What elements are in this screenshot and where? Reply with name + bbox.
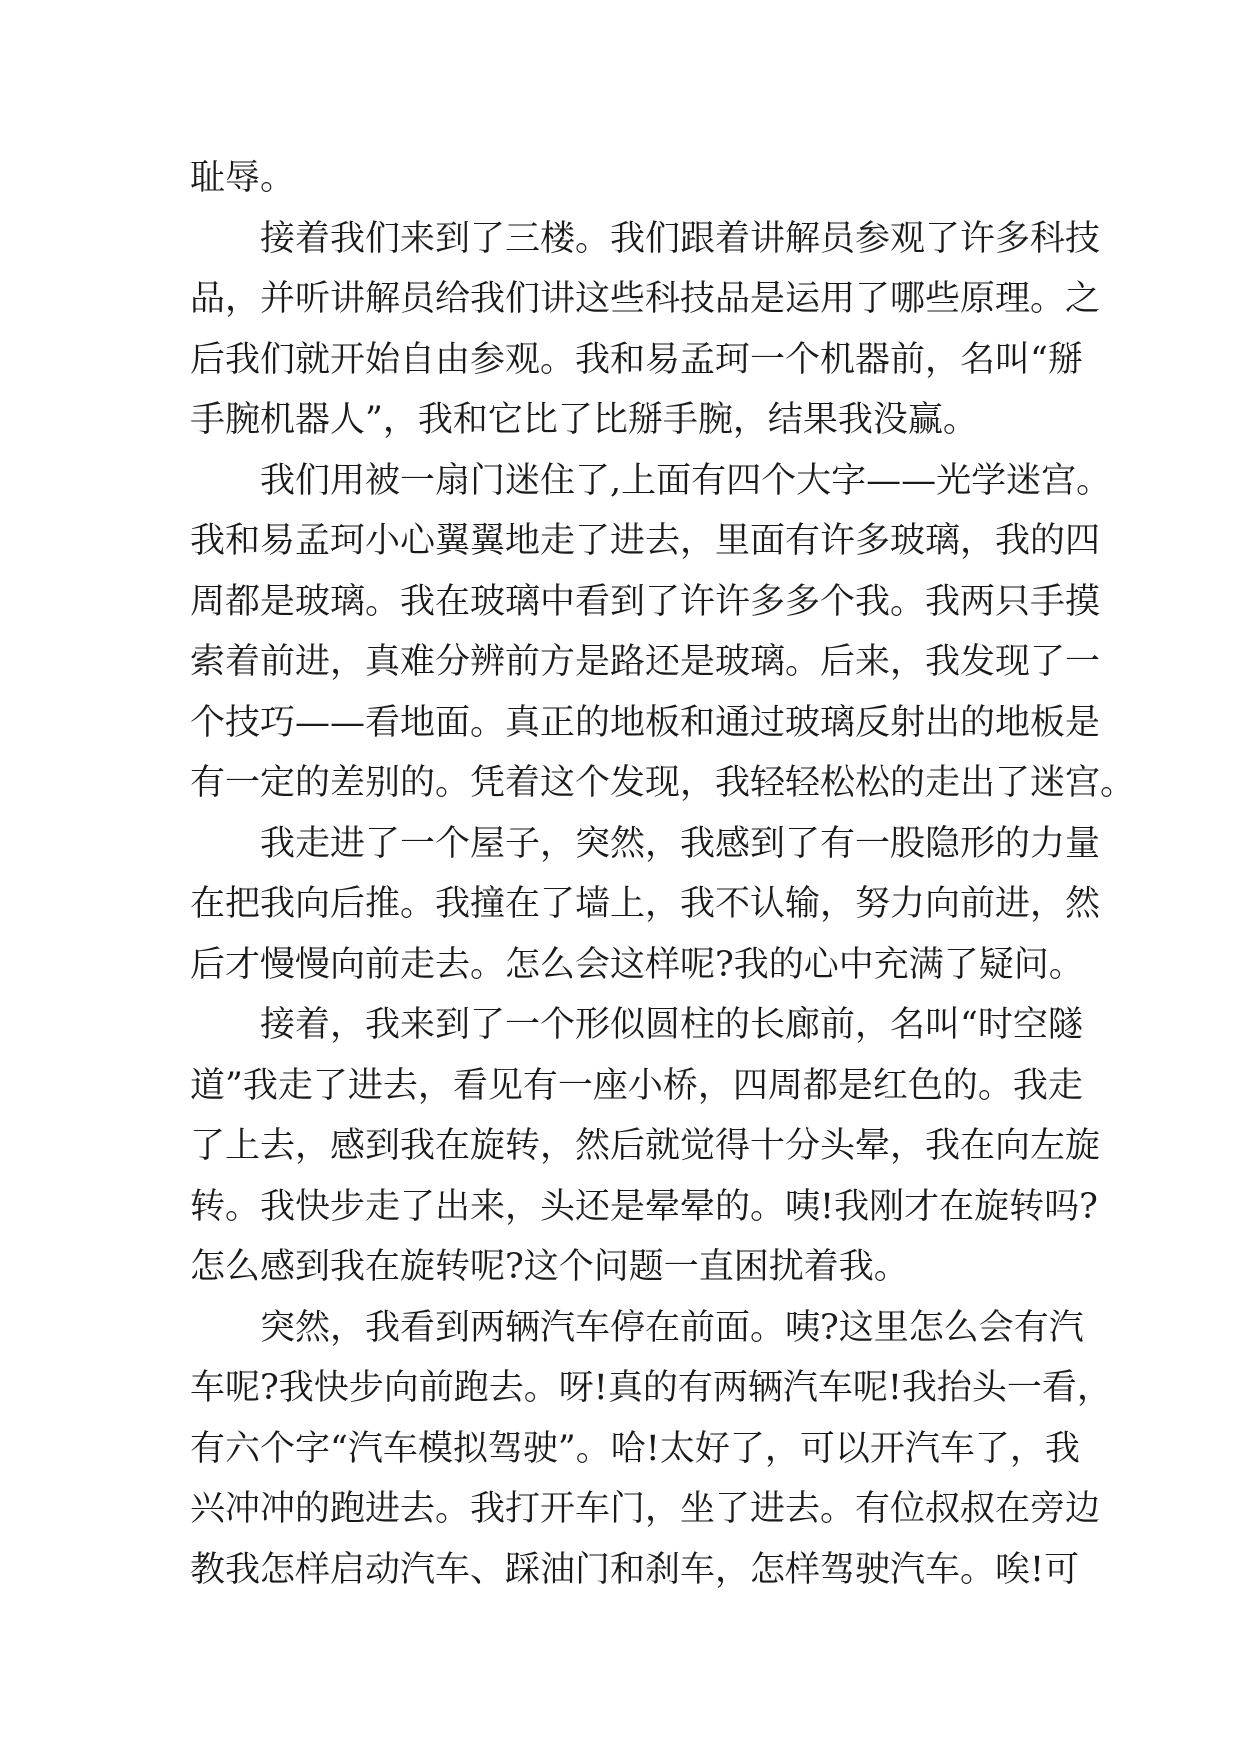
text-line: 在把我向后推。我撞在了墙上，我不认输，努力向前进，然 xyxy=(190,884,1101,924)
text-line: 我们用被一扇门迷住了,上面有四个大字——光学迷宫。 xyxy=(260,460,1112,501)
text-line: 后才慢慢向前走去。怎么会这样呢?我的心中充满了疑问。 xyxy=(190,944,1084,985)
text-line: 个技巧——看地面。真正的地板和通过玻璃反射出的地板是 xyxy=(190,702,1101,743)
text-line: 车呢?我快步向前跑去。呀!真的有两辆汽车呢!我抬头一看， xyxy=(190,1368,1112,1408)
text-line: 有一定的差别的。凭着这个发现，我轻轻松松的走出了迷宫。 xyxy=(190,763,1136,803)
text-line: 转。我快步走了出来，头还是晕晕的。咦!我刚才在旋转吗? xyxy=(190,1186,1098,1227)
text-line: 教我怎样启动汽车、踩油门和刹车，怎样驾驶汽车。唉!可 xyxy=(190,1549,1080,1590)
text-line: 周都是玻璃。我在玻璃中看到了许许多多个我。我两只手摸 xyxy=(190,581,1101,622)
text-line: 接着我们来到了三楼。我们跟着讲解员参观了许多科技 xyxy=(260,218,1101,259)
text-line: 怎么感到我在旋转呢?这个问题一直困扰着我。 xyxy=(190,1247,909,1287)
text-line: 了上去，感到我在旋转，然后就觉得十分头晕，我在向左旋 xyxy=(190,1126,1101,1166)
text-line: 兴冲冲的跑进去。我打开车门，坐了进去。有位叔叔在旁边 xyxy=(190,1489,1101,1529)
text-line: 接着，我来到了一个形似圆柱的长廊前，名叫“时空隧 xyxy=(260,1005,1083,1045)
text-line: 耻辱。 xyxy=(190,158,296,198)
text-line: 后我们就开始自由参观。我和易孟珂一个机器前，名叫“掰 xyxy=(190,339,1083,380)
text-line: 品，并听讲解员给我们讲这些科技品是运用了哪些原理。之 xyxy=(190,279,1101,319)
text-line: 索着前进，真难分辨前方是路还是玻璃。后来，我发现了一 xyxy=(190,642,1101,682)
text-line: 我和易孟珂小心翼翼地走了进去，里面有许多玻璃，我的四 xyxy=(190,521,1101,561)
text-line: 突然，我看到两辆汽车停在前面。咦?这里怎么会有汽 xyxy=(260,1307,1084,1348)
text-line: 我走进了一个屋子，突然，我感到了有一股隐形的力量 xyxy=(260,823,1101,864)
text-line: 道”我走了进去，看见有一座小桥，四周都是红色的。我走 xyxy=(190,1065,1083,1106)
document-body xyxy=(190,148,1136,1600)
text-line: 有六个字“汽车模拟驾驶”。哈!太好了，可以开汽车了，我 xyxy=(190,1428,1080,1469)
text-line: 手腕机器人”，我和它比了比掰手腕，结果我没赢。 xyxy=(190,400,978,440)
